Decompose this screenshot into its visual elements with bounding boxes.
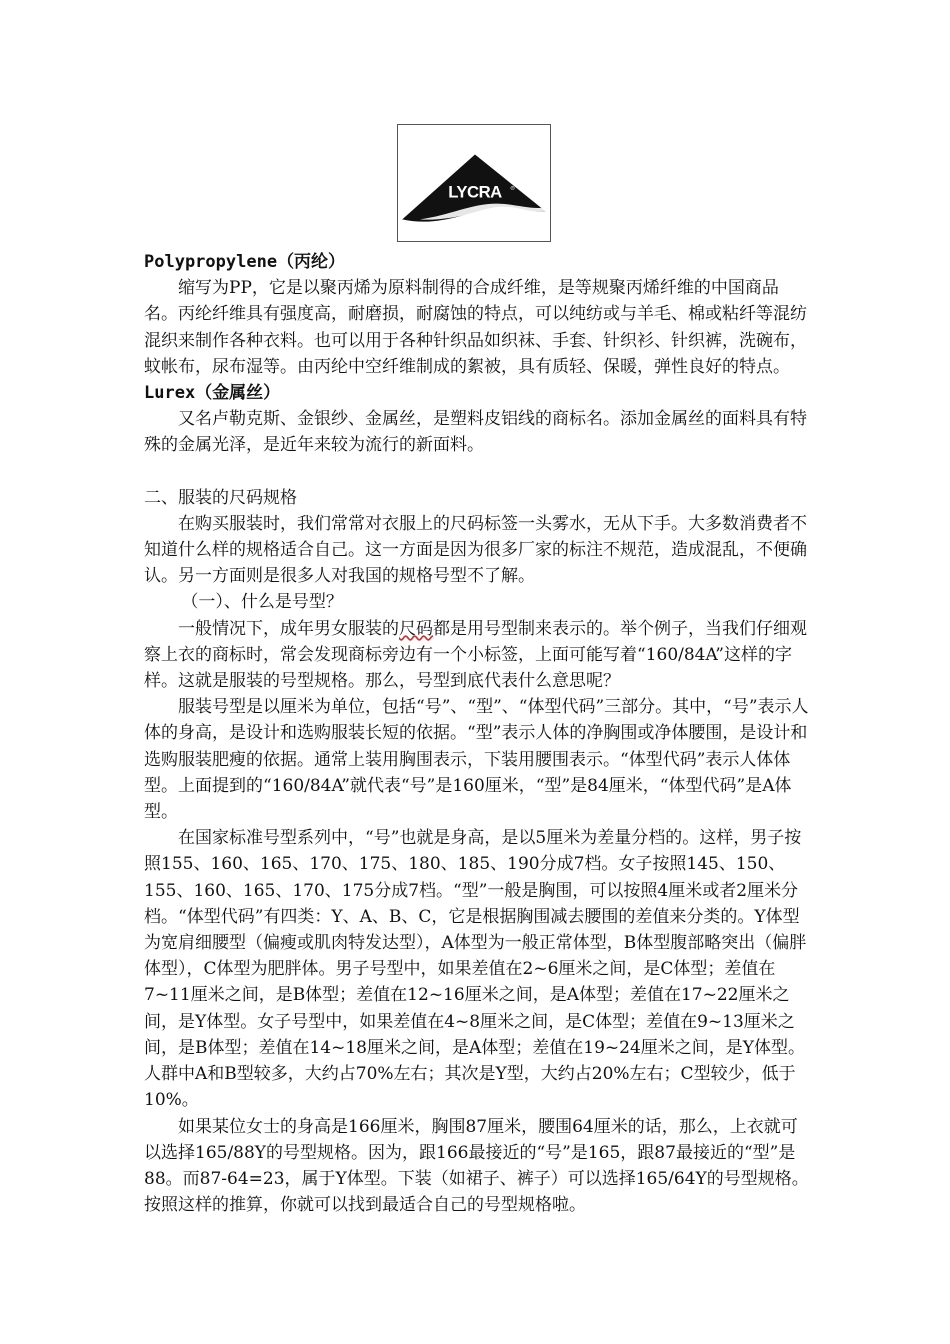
lurex-paragraph: 又名卢勒克斯、金银纱、金属丝，是塑料皮铝线的商标名。添加金属丝的面料具有特殊的金属光泽，是近年来较为流行的新面料。 xyxy=(144,409,807,456)
heading-cn: （金属丝） xyxy=(195,383,281,404)
document-body xyxy=(144,249,812,1218)
text-run: 都是用号型制来表示的。举个例子，当我们仔细观察上衣的商标时，常会发现商标旁边有一个小标签，上面可能写着“160/84A”这样的字样。这就是服装的号型规格。那么，号型到底代表什么意思呢？ xyxy=(144,618,807,692)
heading-cn: （丙纶） xyxy=(277,252,346,272)
polypropylene-paragraph: 缩写为PP，它是以聚丙烯为原料制得的合成纤维，是等规聚丙烯纤维的中国商品名。丙纶纤维具有强度高，耐磨损，耐腐蚀的特点，可以纯纺或与羊毛、棉或粘纤等混纺混织来制作各种衣料。也可以用于各种针织品如织袜、手套、针织衫、针织裤，洗碗布，蚊帐布，尿布湿等。由丙纶中空纤维制成的絮被，具有质轻、保暖，弹性良好的特点。 xyxy=(144,278,807,377)
lycra-logo xyxy=(397,124,551,242)
lurex-heading xyxy=(144,380,812,406)
heading-latin: Polypropylene xyxy=(144,252,278,272)
sizing-intro-paragraph: 在购买服装时，我们常常对衣服上的尺码标签一头雾水，无从下手。大多数消费者不知道什么样的规格适合自己。这一方面是因为很多厂家的标注不规范，造成混乱，不便确认。另一方面则是很多人对我国的规格号型不了解。 xyxy=(144,513,807,587)
subsection-title-what-is-size: （一）、什么是号型？ xyxy=(181,592,343,613)
polypropylene-heading xyxy=(144,249,812,275)
logo-wordmark: LYCRA xyxy=(448,182,502,202)
sizing-paragraph-4: 如果某位女士的身高是166厘米，胸围87厘米，腰围64厘米的话，那么，上衣就可以选择165/88Y的号型规格。因为，跟166最接近的“号”是165，跟87最接近的“型”是88。而87-64=23，属于Y体型。下装（如裙子、裤子）可以选择165/64Y的号型规格。按照这样的推算，你就可以找到最适合自己的号型规格啦。 xyxy=(144,1116,809,1216)
sizing-paragraph-1 xyxy=(144,616,812,695)
underlined-term: 尺码 xyxy=(399,618,433,639)
sizing-paragraph-2: 服装号型是以厘米为单位，包括“号”、“型”、“体型代码”三部分。其中，“号”表示人体的身高，是设计和选购服装长短的依据。“型”表示人体的净胸围或净体腰围，是设计和选购服装肥瘦的依据。通常上装用胸围表示，下装用腰围表示。“体型代码”表示人体体型。上面提到的“160/84A”就代表“号”是160厘米，“型”是84厘米，“体型代码”是A体型。 xyxy=(144,697,809,823)
text-run: 一般情况下，成年男女服装的 xyxy=(178,618,399,639)
heading-latin: Lurex xyxy=(144,383,196,404)
sizing-paragraph-3: 在国家标准号型系列中，“号”也就是身高，是以5厘米为差量分档的。这样，男子按照155、160、165、170、175、180、185、190分成7档。女子按照145、150、155、160、165、170、175分成7档。“型”一般是胸围，可以按照4厘米或者2厘米分档。“体型代码”有四类：Y、A、B、C，它是根据胸围减去腰围的差值来分类的。Y体型为宽肩细腰型（偏瘦或肌肉特发达型），A体型为一般正常体型，B体型腹部略突出（偏胖体型），C体型为肥胖体。男子号型中，如果差值在2~6厘米之间，是C体型；差值在7~11厘米之间，是B体型；差值在12~16厘米之间，是A体型；差值在17~22厘米之间，是Y体型。女子号型中，如果差值在4~8厘米之间，是C体型；差值在9~13厘米之间，是B体型；差值在14~18厘米之间，是A体型；差值在19~24厘米之间，是Y体型。人群中A和B型较多，大约占70%左右；其次是Y型，大约占20%左右；C型较少，低于10%。 xyxy=(144,828,807,1111)
section-title-sizing: 二、服装的尺码规格 xyxy=(144,487,297,508)
logo-registered-mark: ® xyxy=(510,185,515,192)
section-spacer xyxy=(144,459,812,485)
lycra-logo-graphic xyxy=(398,125,550,241)
